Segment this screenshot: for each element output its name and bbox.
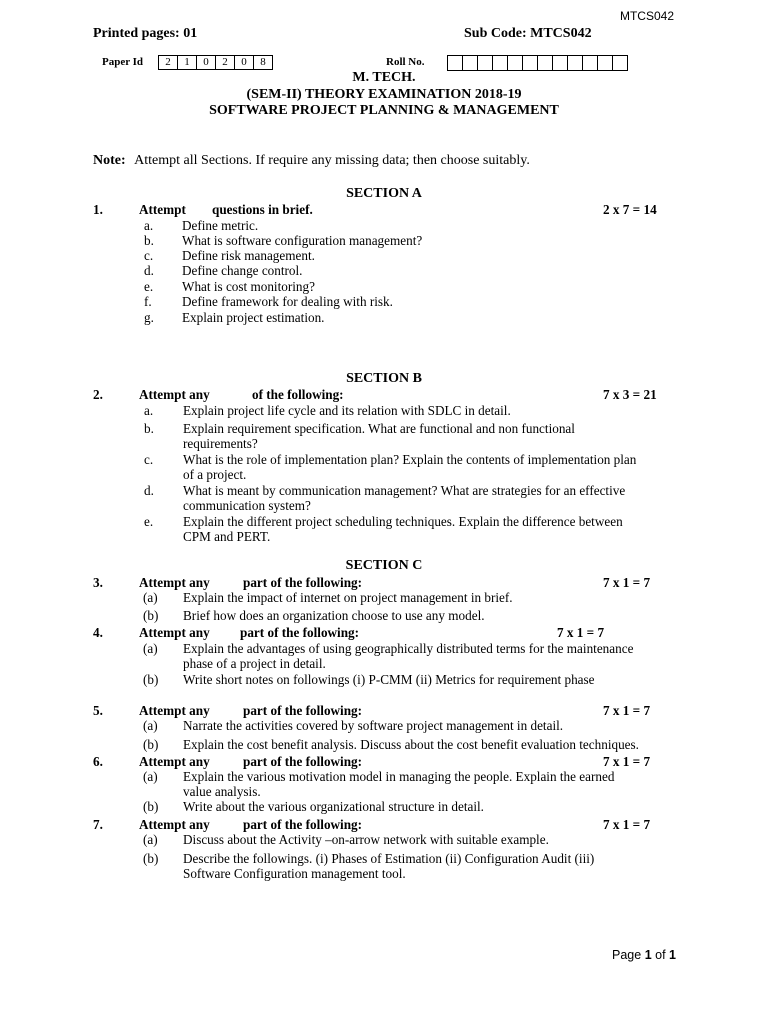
question-marks: 7 x 1 = 7 xyxy=(603,703,651,718)
item-text: Define risk management. xyxy=(182,248,315,263)
paper-id-digit: 8 xyxy=(253,55,273,70)
item-label: c. xyxy=(144,452,154,467)
roll-number-cell xyxy=(462,55,477,71)
section-a-title: SECTION A xyxy=(346,186,422,201)
paper-id-digit: 0 xyxy=(196,55,215,70)
item-text-line: Explain the advantages of using geographically distributed terms for the maintenance xyxy=(183,641,634,656)
item-label: f. xyxy=(144,294,152,309)
question-instruction: Attempt any xyxy=(139,754,210,769)
question-number: 6. xyxy=(93,754,103,769)
question-marks: 7 x 1 = 7 xyxy=(603,754,651,769)
item-label: b. xyxy=(144,421,154,436)
item-label: (b) xyxy=(143,799,159,814)
item-label: d. xyxy=(144,483,154,498)
item-text-line: phase of a project in detail. xyxy=(183,656,326,671)
section-b-title: SECTION B xyxy=(346,371,422,386)
question-instruction: Attempt any xyxy=(139,387,210,402)
note-text: Attempt all Sections. If require any missing data; then choose suitably. xyxy=(134,153,530,168)
question-marks: 7 x 1 = 7 xyxy=(603,575,651,590)
item-label: d. xyxy=(144,263,154,278)
paper-id-digit: 2 xyxy=(215,55,234,70)
item-text: Define change control. xyxy=(182,263,303,278)
roll-number-boxes xyxy=(447,55,628,71)
item-text: Explain project estimation. xyxy=(182,310,325,325)
item-text-line: requirements? xyxy=(183,436,258,451)
course-title: M. TECH. xyxy=(352,70,416,85)
question-instruction-rest: of the following: xyxy=(252,387,344,402)
item-text-line: of a project. xyxy=(183,467,247,482)
paper-id-digit: 2 xyxy=(158,55,177,70)
item-label: (a) xyxy=(143,590,158,605)
roll-number-cell xyxy=(567,55,582,71)
item-text-line: communication system? xyxy=(183,498,311,513)
item-label: (b) xyxy=(143,851,159,866)
item-label: (a) xyxy=(143,832,158,847)
item-label: (b) xyxy=(143,737,159,752)
item-label: e. xyxy=(144,514,154,529)
roll-number-cell xyxy=(522,55,537,71)
roll-number-cell xyxy=(477,55,492,71)
roll-number-cell xyxy=(492,55,507,71)
roll-number-cell xyxy=(597,55,612,71)
question-number: 2. xyxy=(93,387,103,402)
item-label: c. xyxy=(144,248,154,263)
item-text-line: Software Configuration management tool. xyxy=(183,866,406,881)
item-text-line: value analysis. xyxy=(183,784,261,799)
item-text-line: Explain the various motivation model in managing the people. Explain the earned xyxy=(183,769,615,784)
item-text-line: Explain requirement specification. What are functional and non functional xyxy=(183,421,575,436)
item-text-line: What is meant by communication management? What are strategies for an effective xyxy=(183,483,626,498)
question-marks: 2 x 7 = 14 xyxy=(603,202,657,217)
question-instruction-rest: part of the following: xyxy=(243,703,363,718)
roll-number-cell xyxy=(552,55,567,71)
page-number: 1 xyxy=(644,948,652,962)
item-text-line: Brief how does an organization choose to use any model. xyxy=(183,608,485,623)
item-label: b. xyxy=(144,233,154,248)
item-text-line: Explain the different project scheduling techniques. Explain the difference between xyxy=(183,514,623,529)
roll-number-cell xyxy=(612,55,628,71)
note-label: Note: xyxy=(93,153,126,168)
roll-number-cell xyxy=(582,55,597,71)
question-instruction: Attempt any xyxy=(139,625,210,640)
item-label: g. xyxy=(144,310,154,325)
item-text: Define framework for dealing with risk. xyxy=(182,294,393,309)
item-text-line: Narrate the activities covered by software project management in detail. xyxy=(183,718,564,733)
paper-id-boxes xyxy=(158,55,273,70)
roll-number-cell xyxy=(507,55,522,71)
item-text-line: Discuss about the Activity –on-arrow network with suitable example. xyxy=(183,832,549,847)
item-text-line: Write short notes on followings (i) P-CMM (ii) Metrics for requirement phase xyxy=(183,672,595,687)
subject-title: SOFTWARE PROJECT PLANNING & MANAGEMENT xyxy=(209,103,559,118)
item-text: Define metric. xyxy=(182,218,259,233)
item-text-line: What is the role of implementation plan? Explain the contents of implementation plan xyxy=(183,452,637,467)
page-total: 1 xyxy=(669,948,676,962)
item-label: (a) xyxy=(143,718,158,733)
paper-id-digit: 0 xyxy=(234,55,253,70)
item-label: (a) xyxy=(143,641,158,656)
paper-id-digit: 1 xyxy=(177,55,196,70)
of-label: of xyxy=(655,948,666,962)
question-marks: 7 x 1 = 7 xyxy=(603,817,651,832)
item-text: What is cost monitoring? xyxy=(182,279,315,294)
roll-number-cell xyxy=(447,55,462,71)
exam-title: (SEM-II) THEORY EXAMINATION 2018-19 xyxy=(246,87,522,102)
item-text-line: Explain project life cycle and its relation with SDLC in detail. xyxy=(183,403,511,418)
item-text-line: Explain the impact of internet on project management in brief. xyxy=(183,590,513,605)
question-instruction-rest: part of the following: xyxy=(243,817,363,832)
question-instruction-rest: part of the following: xyxy=(243,575,363,590)
item-label: a. xyxy=(144,218,154,233)
roll-number-label: Roll No. xyxy=(386,56,425,68)
question-marks: 7 x 1 = 7 xyxy=(557,625,605,640)
question-instruction: Attempt any xyxy=(139,817,210,832)
item-text-line: Explain the cost benefit analysis. Discuss about the cost benefit evaluation techniques. xyxy=(183,737,639,752)
item-text-line: CPM and PERT. xyxy=(183,529,271,544)
question-instruction: Attempt any xyxy=(139,575,210,590)
item-label: (b) xyxy=(143,608,159,623)
question-instruction-rest: part of the following: xyxy=(243,754,363,769)
item-label: (b) xyxy=(143,672,159,687)
question-instruction-rest: questions in brief. xyxy=(212,202,313,217)
question-number: 7. xyxy=(93,817,103,832)
item-label: a. xyxy=(144,403,154,418)
printed-pages: Printed pages: 01 xyxy=(93,26,198,41)
subject-code: Sub Code: MTCS042 xyxy=(464,26,592,41)
item-label: e. xyxy=(144,279,154,294)
page-label: Page xyxy=(612,948,642,962)
question-number: 1. xyxy=(93,202,103,217)
question-instruction: Attempt any xyxy=(139,703,210,718)
question-marks: 7 x 3 = 21 xyxy=(603,387,657,402)
question-instruction-rest: part of the following: xyxy=(240,625,360,640)
question-number: 4. xyxy=(93,625,103,640)
question-number: 3. xyxy=(93,575,103,590)
question-instruction: Attempt xyxy=(139,202,186,217)
item-text: What is software configuration management? xyxy=(182,233,423,248)
section-c-title: SECTION C xyxy=(345,558,423,573)
item-text-line: Describe the followings. (i) Phases of Estimation (ii) Configuration Audit (iii) xyxy=(183,851,595,866)
page-footer xyxy=(612,948,676,962)
roll-number-cell xyxy=(537,55,552,71)
document-code: MTCS042 xyxy=(619,9,674,23)
paper-id-label: Paper Id xyxy=(102,56,144,68)
item-text-line: Write about the various organizational structure in detail. xyxy=(183,799,484,814)
question-number: 5. xyxy=(93,703,103,718)
item-label: (a) xyxy=(143,769,158,784)
note-line xyxy=(93,153,530,169)
